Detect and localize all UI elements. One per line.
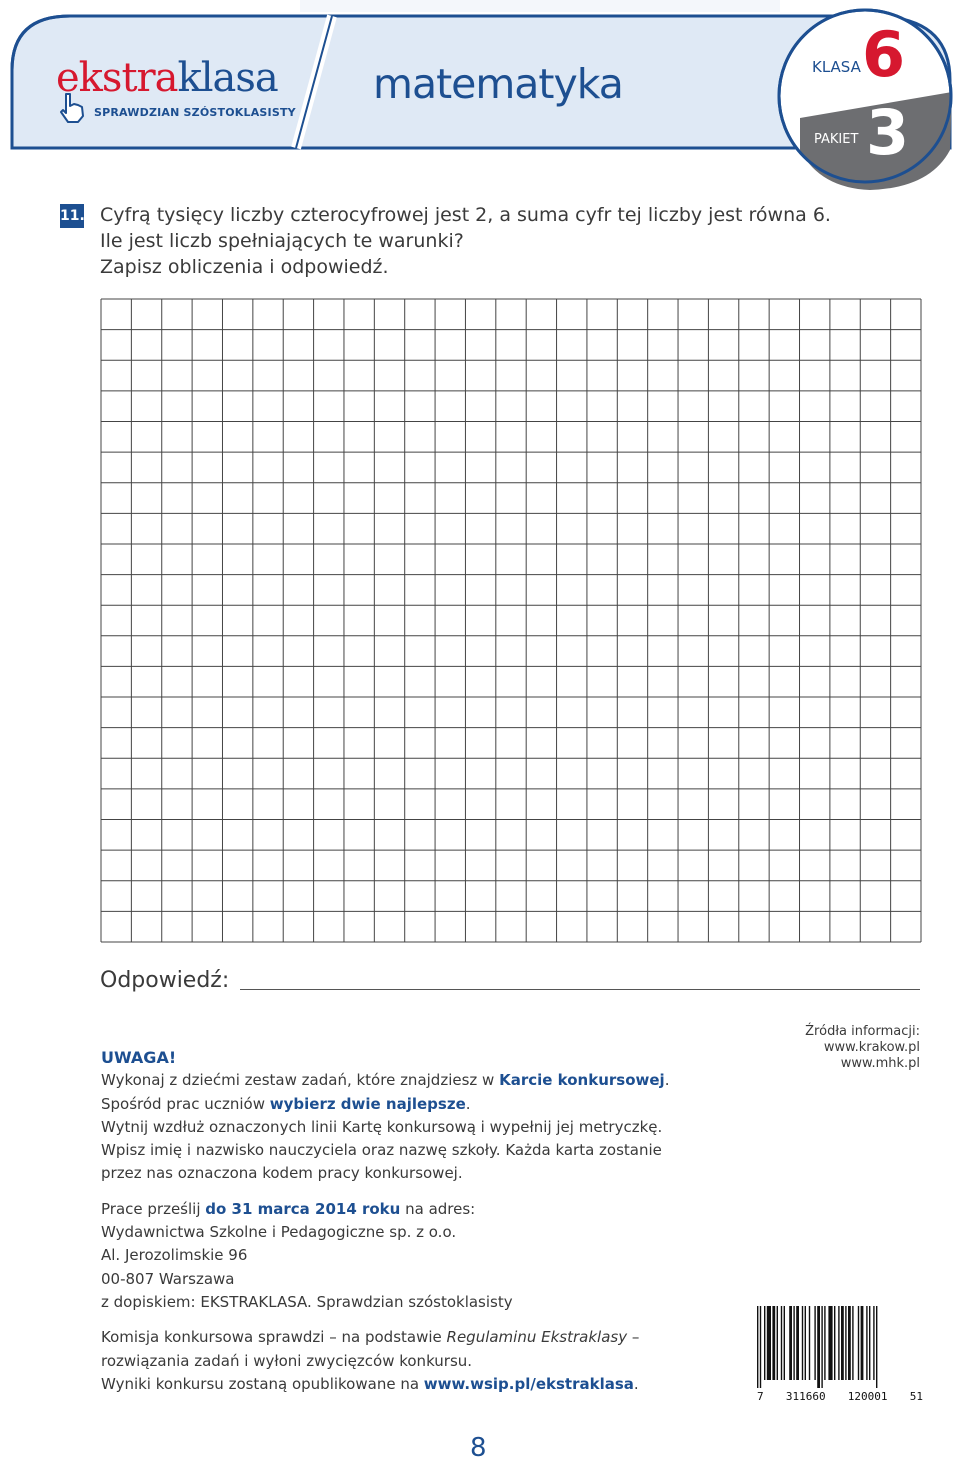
sources-block <box>760 1024 920 1072</box>
jury-line: rozwiązania zadań i wyłoni zwycięzców konkursu. <box>101 1351 473 1370</box>
logo-klasa: klasa <box>177 55 278 101</box>
barcode-bar <box>777 1306 778 1380</box>
answer-line[interactable] <box>240 989 920 990</box>
barcode-digit-group: 7 <box>757 1390 764 1403</box>
wybierz-emphasis: wybierz dwie najlepsze <box>269 1094 466 1113</box>
text: Komisja konkursowa sprawdzi – na podstawie <box>101 1328 447 1347</box>
send-line <box>101 1198 669 1221</box>
barcode-bar <box>861 1306 864 1380</box>
barcode-bar <box>802 1306 803 1380</box>
pakiet-label: PAKIET <box>814 132 859 147</box>
barcode-bar <box>805 1306 806 1380</box>
working-grid[interactable] <box>100 298 922 943</box>
barcode-bar <box>781 1306 782 1380</box>
text: . <box>465 1094 471 1113</box>
karta-konkursowa-emphasis: Karcie konkursowej <box>499 1071 665 1090</box>
barcode-bar <box>796 1306 799 1380</box>
source-link[interactable]: www.krakow.pl <box>823 1040 920 1055</box>
spacer <box>101 1314 669 1326</box>
barcode-bar <box>848 1306 851 1380</box>
barcode-bar <box>789 1306 792 1380</box>
pakiet-number: 3 <box>866 96 910 169</box>
results-line <box>101 1373 669 1396</box>
regulamin-italic: Regulaminu Ekstraklasy <box>446 1328 628 1347</box>
answer-label: Odpowiedź: <box>100 968 230 993</box>
barcode-bar <box>838 1306 839 1380</box>
logo-subtitle: SPRAWDZIAN SZÓSTOKLASISTY <box>94 106 296 119</box>
sources-title: Źródła informacji: <box>805 1024 920 1039</box>
task-line: Cyfrą tysięcy liczby czterocyfrowej jest 2, a suma cyfr tej liczby jest równa 6. <box>100 204 831 226</box>
barcode-bar <box>845 1306 846 1380</box>
address-line: z dopiskiem: EKSTRAKLASA. Sprawdzian szóstoklasisty <box>101 1292 513 1311</box>
barcode-bar <box>817 1306 820 1388</box>
text: . <box>633 1374 639 1393</box>
text: Spośród prac uczniów <box>101 1094 270 1113</box>
text: na adres: <box>400 1199 476 1218</box>
jury-line <box>101 1326 669 1349</box>
barcode-bar <box>873 1306 874 1380</box>
text: Wykonaj z dziećmi zestaw zadań, które znajdziesz w <box>101 1071 500 1090</box>
barcode-digit-group: 120001 <box>847 1390 888 1403</box>
notice-line <box>101 1093 669 1116</box>
notice-line: przez nas oznaczona kodem pracy konkursowej. <box>101 1164 463 1183</box>
barcode-bar <box>814 1306 815 1380</box>
address-line: Al. Jerozolimskie 96 <box>101 1246 248 1265</box>
barcode-bar <box>866 1306 867 1380</box>
barcode-bar <box>828 1306 832 1380</box>
notice-line <box>101 1069 669 1092</box>
task-line: Ile jest liczb spełniających te warunki? <box>100 230 464 252</box>
text: Prace prześlij <box>101 1199 206 1218</box>
logo-wordmark <box>56 56 296 100</box>
text: – <box>627 1328 640 1347</box>
notice-title: UWAGA! <box>101 1048 177 1067</box>
klasa-label: KLASA <box>812 58 861 76</box>
deadline-emphasis: do 31 marca 2014 roku <box>205 1199 401 1218</box>
ekstraklasa-logo <box>56 55 296 119</box>
source-link[interactable]: www.mhk.pl <box>840 1056 920 1071</box>
logo-ekstra: ekstra <box>56 55 178 101</box>
barcode-bar <box>764 1306 765 1380</box>
notice-line: Wytnij wzdłuż oznaczonych linii Kartę konkursową i wypełnij jej metryczkę. <box>101 1117 663 1136</box>
barcode-bar <box>821 1306 822 1388</box>
barcode-digit-group: 51 <box>909 1390 923 1403</box>
barcode-bar <box>760 1306 761 1388</box>
barcode-digit-group: 311660 <box>785 1390 826 1403</box>
barcode-bar <box>772 1306 775 1380</box>
barcode-bar <box>824 1306 825 1380</box>
page-number: 8 <box>470 1433 487 1463</box>
barcode <box>757 1306 923 1388</box>
barcode-bar <box>876 1306 877 1388</box>
task-line: Zapisz obliczenia i odpowiedź. <box>100 256 389 278</box>
notice-block <box>101 1046 669 1396</box>
results-link[interactable]: www.wsip.pl/ekstraklasa <box>423 1374 634 1393</box>
barcode-bar <box>784 1306 785 1380</box>
barcode-bar <box>852 1306 853 1380</box>
text: . <box>664 1071 670 1090</box>
barcode-bar <box>841 1306 844 1380</box>
text: Wyniki konkursu zostaną opublikowane na <box>101 1374 424 1393</box>
task-number-badge: 11. <box>60 204 84 228</box>
barcode-bar <box>869 1306 870 1380</box>
subject-title: matematyka <box>373 60 623 108</box>
barcode-digits <box>757 1390 923 1403</box>
address-line: Wydawnictwa Szkolne i Pedagogiczne sp. z o.o. <box>101 1223 457 1242</box>
barcode-bar <box>767 1306 771 1380</box>
address-line: 00-807 Warszawa <box>101 1269 235 1288</box>
klasa-number: 6 <box>862 18 906 91</box>
barcode-bar <box>858 1306 859 1380</box>
barcode-bar <box>809 1306 810 1380</box>
spacer <box>101 1186 669 1198</box>
pointing-hand-icon <box>56 92 86 124</box>
barcode-bar <box>834 1306 835 1380</box>
task-question <box>100 202 831 280</box>
barcode-bar <box>757 1306 758 1388</box>
barcode-bar <box>793 1306 794 1380</box>
notice-line: Wpisz imię i nazwisko nauczyciela oraz nazwę szkoły. Każda karta zostanie <box>101 1141 662 1160</box>
